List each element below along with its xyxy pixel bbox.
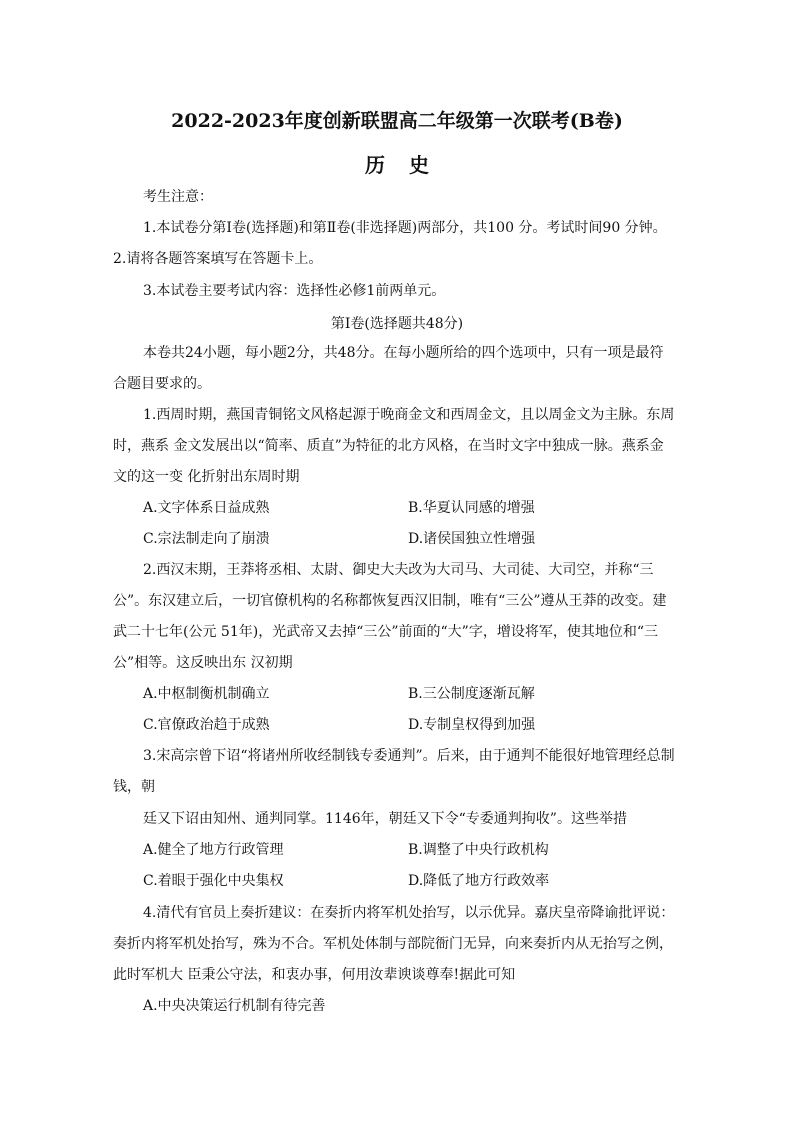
subject-title: 历史 [365,153,453,177]
q2-option-a[interactable]: A.中枢制衡机制确立 [143,686,270,702]
q3-option-a[interactable]: A.健全了地方行政管理 [143,842,284,858]
notice-item-1: 1.本试卷分第Ⅰ卷(选择题)和第Ⅱ卷(非选择题)两部分，共100 分。考试时间90 分钟。 [143,220,667,236]
q4-line-1: 4.清代有官员上奏折建议：在奏折内将军机处抬写，以示优异。嘉庆皇帝降谕批评说： [143,905,675,921]
q2-line-4: 公”相等。这反映出东 汉初期 [113,655,293,671]
q3-line-1: 3.宋高宗曾下诏“将诸州所收经制钱专委通判”。后来，由于通判不能很好地管理经总制 [143,748,675,764]
q2-line-2: 公”。东汉建立后，一切官僚机构的名称都恢复西汉旧制，唯有“三公”遵从王莽的改变。建 [113,593,667,609]
q2-option-c[interactable]: C.官僚政治趋于成熟 [143,717,270,733]
q2-line-1: 2.西汉末期，王莽将丞相、太尉、御史大夫改为大司马、大司徒、大司空，并称“三 [143,562,654,578]
q2-option-d[interactable]: D.专制皇权得到加强 [408,717,536,733]
notice-item-3: 3.本试卷主要考试内容：选择性必修1前两单元。 [143,283,446,299]
notice-item-2: 2.请将各题答案填写在答题卡上。 [113,251,323,267]
q4-line-3: 此时军机大 臣秉公守法，和衷办事，何用汝辈谀谈尊奉!据此可知 [113,967,516,983]
q4-line-2: 奏折内将军机处抬写，殊为不合。军机处体制与部院衙门无异，向来奏折内从无抬写之例， [113,936,673,952]
q3-option-b[interactable]: B.调整了中央行政机构 [408,842,549,858]
q1-option-d[interactable]: D.诸侯国独立性增强 [408,531,536,547]
q3-line-3: 廷又下诏由知州、通判同掌。1146年，朝廷又下令“专委通判拘收”。这些举措 [143,811,627,827]
q2-line-3: 武二十七年(公元 51年)，光武帝又去掉“三公”前面的“大”字，增设将军，使其地位和“三 [113,624,658,640]
q2-option-b[interactable]: B.三公制度逐渐瓦解 [408,686,535,702]
section-intro-line-1: 本卷共24小题，每小题2分，共48分。在每小题所给的四个选项中，只有一项是最符 [143,345,664,361]
q3-option-d[interactable]: D.降低了地方行政效率 [408,873,550,889]
q1-option-c[interactable]: C.宗法制走向了崩溃 [143,531,270,547]
q1-option-b[interactable]: B.华夏认同感的增强 [408,500,535,516]
q3-line-2: 钱，朝 [113,779,155,795]
q1-line-1: 1.西周时期，燕国青铜铭文风格起源于晚商金文和西周金文，且以周金文为主脉。东周 [143,407,675,423]
q3-option-c[interactable]: C.着眼于强化中央集权 [143,873,284,889]
q1-line-3: 文的这一变 化折射出东周时期 [113,469,300,485]
q4-option-a[interactable]: A.中央决策运行机制有待完善 [143,998,326,1014]
section-intro-line-2: 合题目要求的。 [113,376,211,392]
exam-title: 2022-2023年度创新联盟高二年级第一次联考(B卷) [171,110,623,132]
q1-line-2: 时，燕系 金文发展出以“简率、质直”为特征的北方风格，在当时文字中独成一脉。燕系金 [113,438,664,454]
notice-heading: 考生注意： [143,189,213,205]
section-title: 第Ⅰ卷(选择题共48分) [330,316,464,332]
q1-option-a[interactable]: A.文字体系日益成熟 [143,500,270,516]
